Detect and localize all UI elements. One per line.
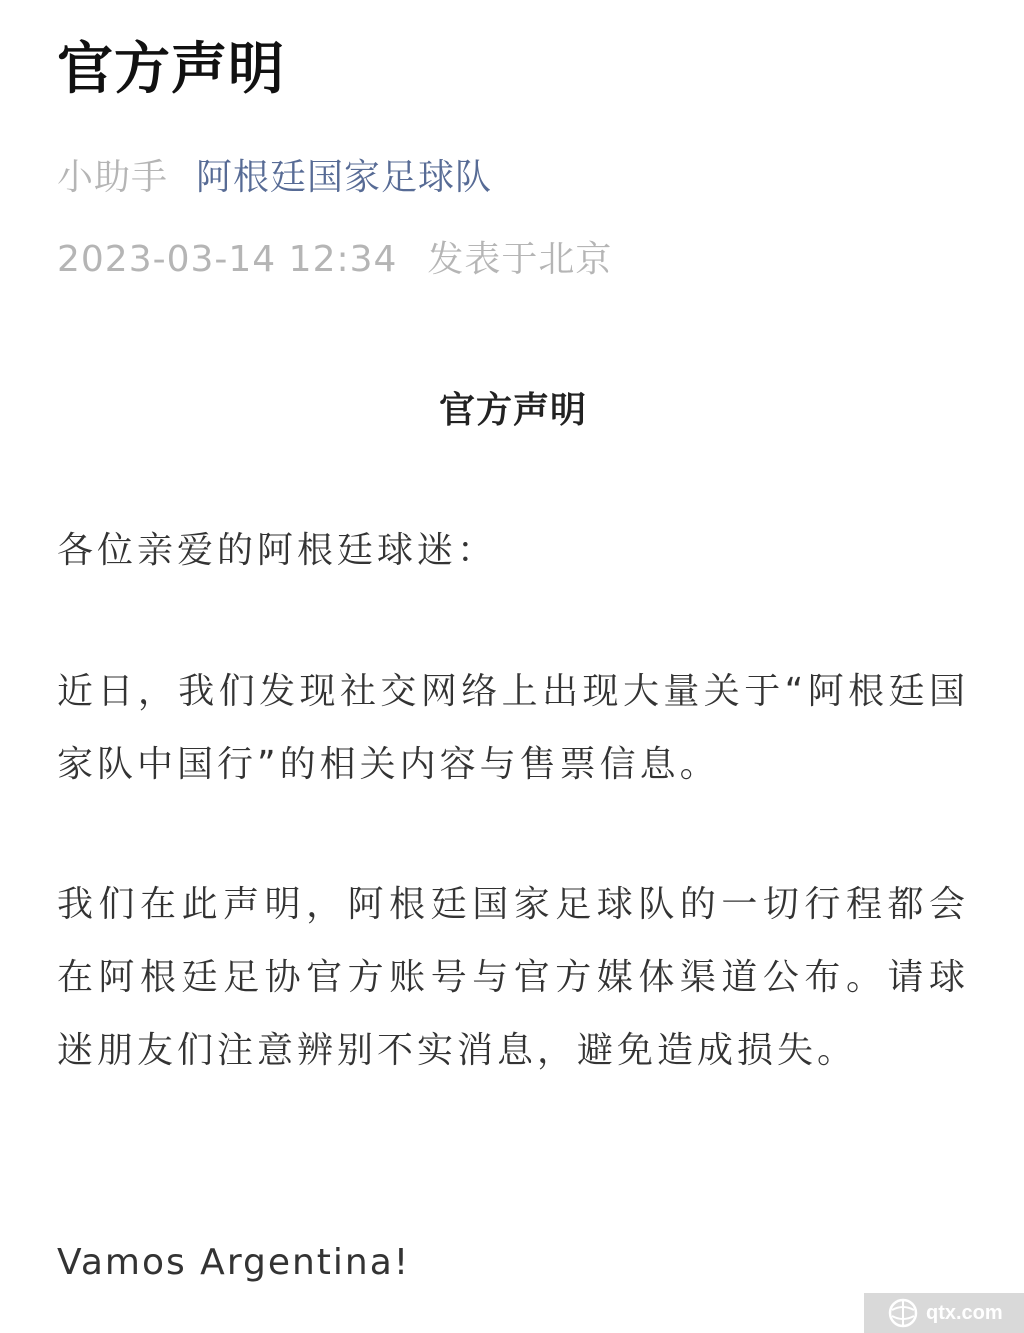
notice-paragraph: 近日，我们发现社交网络上出现大量关于“阿根廷国家队中国行”的相关内容与售票信息。 — [57, 671, 969, 785]
article-meta — [57, 150, 492, 206]
account-name-link[interactable]: 阿根廷国家足球队 — [196, 157, 493, 198]
publish-location: 发表于北京 — [427, 239, 613, 280]
closing-paragraph: Vamos Argentina! — [57, 1242, 411, 1283]
site-watermark — [864, 1293, 1024, 1333]
article-title: 官方声明 — [57, 37, 285, 102]
salutation-paragraph: 各位亲爱的阿根廷球迷： — [57, 530, 498, 571]
ball-logo-icon — [888, 1298, 918, 1328]
content-heading: 官方声明 — [438, 390, 587, 431]
statement-paragraph: 我们在此声明，阿根廷国家足球队的一切行程都会在阿根廷足协官方账号与官方媒体渠道公布。请球迷朋友们注意辨别不实消息，避免造成损失。 — [57, 884, 969, 1071]
publish-time: 2023-03-14 12:34 — [57, 239, 398, 280]
author-name: 小助手 — [57, 157, 169, 198]
publish-info — [57, 232, 612, 288]
watermark-site-text: qtx.com — [926, 1301, 1003, 1324]
